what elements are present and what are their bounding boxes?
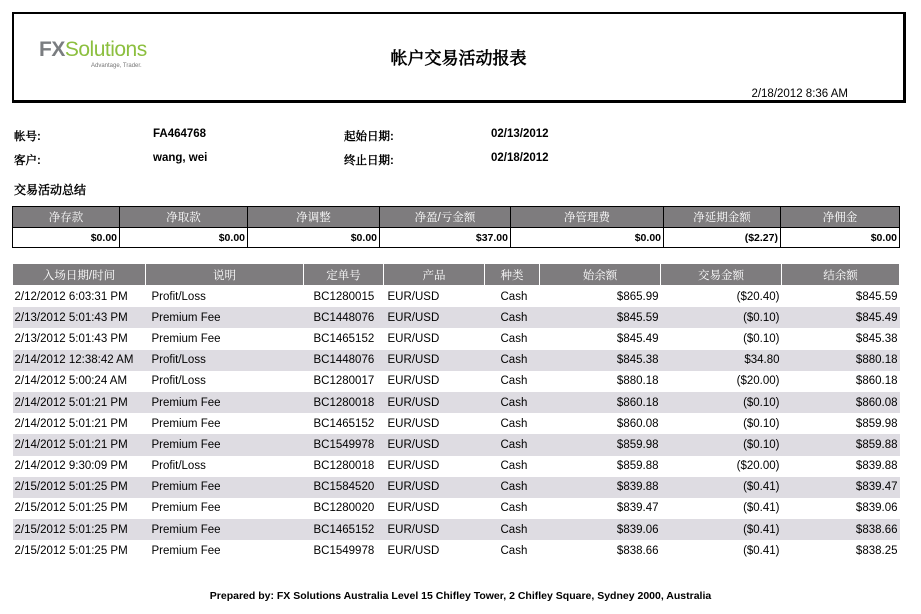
column-header: 交易金额	[661, 264, 782, 286]
transaction-cell: BC1465152	[313, 417, 375, 430]
transaction-cell: $845.49	[782, 307, 900, 328]
transaction-cell: EUR/USD	[387, 417, 440, 430]
transaction-cell: ($0.10)	[743, 417, 780, 430]
summary-header: 净盈/亏金额	[380, 207, 511, 228]
transaction-cell: $880.18	[782, 350, 900, 371]
transaction-cell: EUR/USD	[384, 434, 485, 455]
account-label: 帐号:	[14, 131, 41, 143]
transaction-cell: BC1280017	[313, 375, 375, 388]
transaction-cell: Cash	[500, 332, 528, 345]
transaction-cell: $845.59	[855, 290, 898, 303]
transaction-cell: 2/15/2012 5:01:25 PM	[14, 502, 128, 515]
transaction-row	[13, 498, 900, 519]
transaction-cell: ($0.10)	[661, 392, 782, 413]
transaction-cell: Premium Fee	[151, 332, 221, 345]
transaction-cell: BC1280015	[313, 290, 375, 303]
transaction-row	[13, 371, 900, 392]
transaction-cell: $839.06	[540, 519, 661, 540]
transaction-cell: EUR/USD	[387, 460, 440, 473]
transaction-cell: $845.49	[616, 332, 659, 345]
transaction-row	[13, 477, 900, 498]
transaction-row	[13, 307, 900, 328]
transaction-row	[13, 413, 900, 434]
transaction-cell: BC1448076	[304, 307, 384, 328]
transaction-cell: Premium Fee	[146, 477, 304, 498]
transaction-cell: 2/12/2012 6:03:31 PM	[14, 290, 128, 303]
summary-header: 净取款	[120, 207, 248, 228]
transaction-cell: EUR/USD	[384, 477, 485, 498]
column-header: 说明	[146, 264, 304, 286]
summary-value: $0.00	[13, 228, 120, 248]
transaction-cell: ($0.41)	[661, 477, 782, 498]
transaction-row	[13, 328, 900, 349]
transaction-cell: EUR/USD	[384, 350, 485, 371]
transaction-cell: BC1280018	[304, 392, 384, 413]
transaction-cell: Cash	[485, 519, 540, 540]
transaction-cell: Cash	[485, 350, 540, 371]
transaction-cell: Cash	[500, 544, 528, 557]
transaction-row	[13, 286, 900, 308]
logo-tagline: Advantage, Trader.	[91, 63, 142, 69]
transaction-cell: Cash	[500, 375, 528, 388]
transaction-cell: $838.66	[782, 519, 900, 540]
transaction-cell: Cash	[485, 477, 540, 498]
transaction-cell: BC1465152	[313, 332, 375, 345]
summary-value: $0.00	[248, 228, 380, 248]
transaction-cell: Cash	[485, 307, 540, 328]
transaction-cell: EUR/USD	[387, 544, 440, 557]
column-header: 种类	[485, 264, 540, 286]
transaction-cell: Cash	[500, 417, 528, 430]
transaction-cell: EUR/USD	[384, 392, 485, 413]
column-header: 结余额	[782, 264, 900, 286]
transaction-cell: Premium Fee	[151, 544, 221, 557]
transaction-cell: $860.08	[616, 417, 659, 430]
transaction-cell: 2/13/2012 5:01:43 PM	[13, 307, 146, 328]
summary-header: 净佣金	[781, 207, 900, 228]
transaction-cell: 2/14/2012 5:01:21 PM	[13, 434, 146, 455]
transaction-cell: 2/14/2012 5:01:21 PM	[13, 392, 146, 413]
summary-section-title: 交易活动总结	[14, 183, 87, 197]
summary-value: $0.00	[781, 228, 900, 248]
transaction-cell: $839.06	[855, 502, 898, 515]
transaction-cell: Profit/Loss	[146, 350, 304, 371]
transaction-cell: $865.99	[616, 290, 659, 303]
transaction-cell: ($0.10)	[661, 434, 782, 455]
start-date-label: 起始日期:	[344, 131, 394, 143]
transaction-cell: ($20.00)	[736, 375, 780, 388]
transaction-cell: Cash	[485, 434, 540, 455]
transaction-cell: $838.66	[616, 544, 659, 557]
transaction-cell: BC1448076	[304, 350, 384, 371]
transaction-cell: Premium Fee	[146, 392, 304, 413]
transaction-row	[13, 519, 900, 540]
transaction-cell: 2/15/2012 5:01:25 PM	[13, 477, 146, 498]
summary-value: $0.00	[120, 228, 248, 248]
transaction-cell: $860.08	[782, 392, 900, 413]
report-title: 帐户交易活动报表	[390, 49, 527, 68]
end-date-label: 终止日期:	[344, 155, 394, 167]
transaction-cell: 2/14/2012 9:30:09 PM	[14, 460, 128, 473]
transaction-row	[13, 434, 900, 455]
report-datetime: 2/18/2012 8:36 AM	[751, 88, 848, 100]
transaction-cell: BC1280018	[313, 460, 375, 473]
transaction-cell: Cash	[485, 392, 540, 413]
prepared-by-footer: Prepared by: FX Solutions Australia Level 15 Chifley Tower, 2 Chifley Square, Sydney 2000, Australia	[209, 590, 712, 602]
summary-header: 净管理费	[511, 207, 664, 228]
transaction-cell: 2/14/2012 12:38:42 AM	[13, 350, 146, 371]
transaction-cell: $839.88	[855, 460, 898, 473]
transaction-cell: EUR/USD	[384, 519, 485, 540]
logo-fx-text: FX	[39, 38, 65, 61]
transaction-cell: Premium Fee	[151, 502, 221, 515]
transaction-cell: $859.88	[616, 460, 659, 473]
transaction-cell: Cash	[500, 460, 528, 473]
transaction-cell: $860.18	[855, 375, 898, 388]
transaction-cell: ($20.00)	[736, 460, 780, 473]
summary-header: 净调整	[248, 207, 380, 228]
transaction-cell: EUR/USD	[387, 290, 440, 303]
summary-header-row	[13, 207, 900, 228]
transaction-cell: Premium Fee	[151, 417, 221, 430]
column-header: 定单号	[304, 264, 384, 286]
transaction-cell: $860.18	[540, 392, 661, 413]
transaction-cell: BC1549978	[304, 434, 384, 455]
transaction-cell: EUR/USD	[387, 332, 440, 345]
transaction-cell: ($0.41)	[743, 502, 780, 515]
summary-value: $0.00	[511, 228, 664, 248]
transaction-cell: 2/14/2012 5:00:24 AM	[14, 375, 128, 388]
transaction-cell: ($0.10)	[661, 307, 782, 328]
transaction-row	[13, 456, 900, 477]
transaction-cell: $34.80	[661, 350, 782, 371]
transaction-cell: $839.47	[782, 477, 900, 498]
transaction-cell: EUR/USD	[387, 502, 440, 515]
column-header: 产品	[384, 264, 485, 286]
transaction-cell: 2/15/2012 5:01:25 PM	[13, 519, 146, 540]
transaction-cell: $845.38	[540, 350, 661, 371]
transaction-row	[13, 350, 900, 371]
transaction-cell: Profit/Loss	[151, 290, 206, 303]
transactions-table	[12, 263, 900, 561]
transaction-cell: ($0.41)	[743, 544, 780, 557]
transaction-cell: EUR/USD	[387, 375, 440, 388]
transaction-cell: $845.38	[855, 332, 898, 345]
logo-solutions-text: Solutions	[64, 38, 147, 61]
transaction-cell: ($0.41)	[661, 519, 782, 540]
end-date-value: 02/18/2012	[491, 152, 549, 164]
transaction-row	[13, 540, 900, 561]
column-header: 入场日期/时间	[13, 264, 146, 286]
report-header	[12, 12, 906, 103]
transaction-cell: $838.25	[855, 544, 898, 557]
transaction-cell: BC1549978	[313, 544, 375, 557]
transaction-row	[13, 392, 900, 413]
transaction-cell: $859.98	[855, 417, 898, 430]
transaction-cell: BC1465152	[304, 519, 384, 540]
transaction-cell: ($20.40)	[736, 290, 780, 303]
transaction-cell: $859.98	[540, 434, 661, 455]
transactions-header-row	[13, 264, 900, 286]
transaction-cell: 2/15/2012 5:01:25 PM	[14, 544, 128, 557]
transaction-cell: ($0.10)	[743, 332, 780, 345]
summary-header: 净存款	[13, 207, 120, 228]
transaction-cell: Premium Fee	[146, 434, 304, 455]
transaction-cell: Profit/Loss	[151, 375, 206, 388]
transaction-cell: $845.59	[540, 307, 661, 328]
transaction-cell: Cash	[500, 290, 528, 303]
transaction-cell: 2/13/2012 5:01:43 PM	[14, 332, 128, 345]
summary-value: ($2.27)	[664, 228, 781, 248]
summary-value-row	[13, 228, 900, 248]
transaction-cell: $880.18	[616, 375, 659, 388]
transaction-cell: Premium Fee	[146, 307, 304, 328]
client-label: 客户:	[14, 155, 41, 167]
client-value: wang, wei	[153, 152, 208, 164]
column-header: 始余额	[540, 264, 661, 286]
transaction-cell: $839.88	[540, 477, 661, 498]
transaction-cell: 2/14/2012 5:01:21 PM	[14, 417, 128, 430]
transaction-cell: EUR/USD	[384, 307, 485, 328]
transaction-cell: BC1280020	[313, 502, 375, 515]
transaction-cell: $859.88	[782, 434, 900, 455]
summary-header: 净延期金额	[664, 207, 781, 228]
transaction-cell: BC1584520	[304, 477, 384, 498]
transaction-cell: Cash	[500, 502, 528, 515]
transaction-cell: $839.47	[616, 502, 659, 515]
summary-table	[12, 206, 900, 248]
account-value: FA464768	[153, 128, 207, 140]
transaction-cell: Premium Fee	[146, 519, 304, 540]
transaction-cell: Profit/Loss	[151, 460, 206, 473]
summary-value: $37.00	[380, 228, 511, 248]
start-date-value: 02/13/2012	[491, 128, 549, 140]
